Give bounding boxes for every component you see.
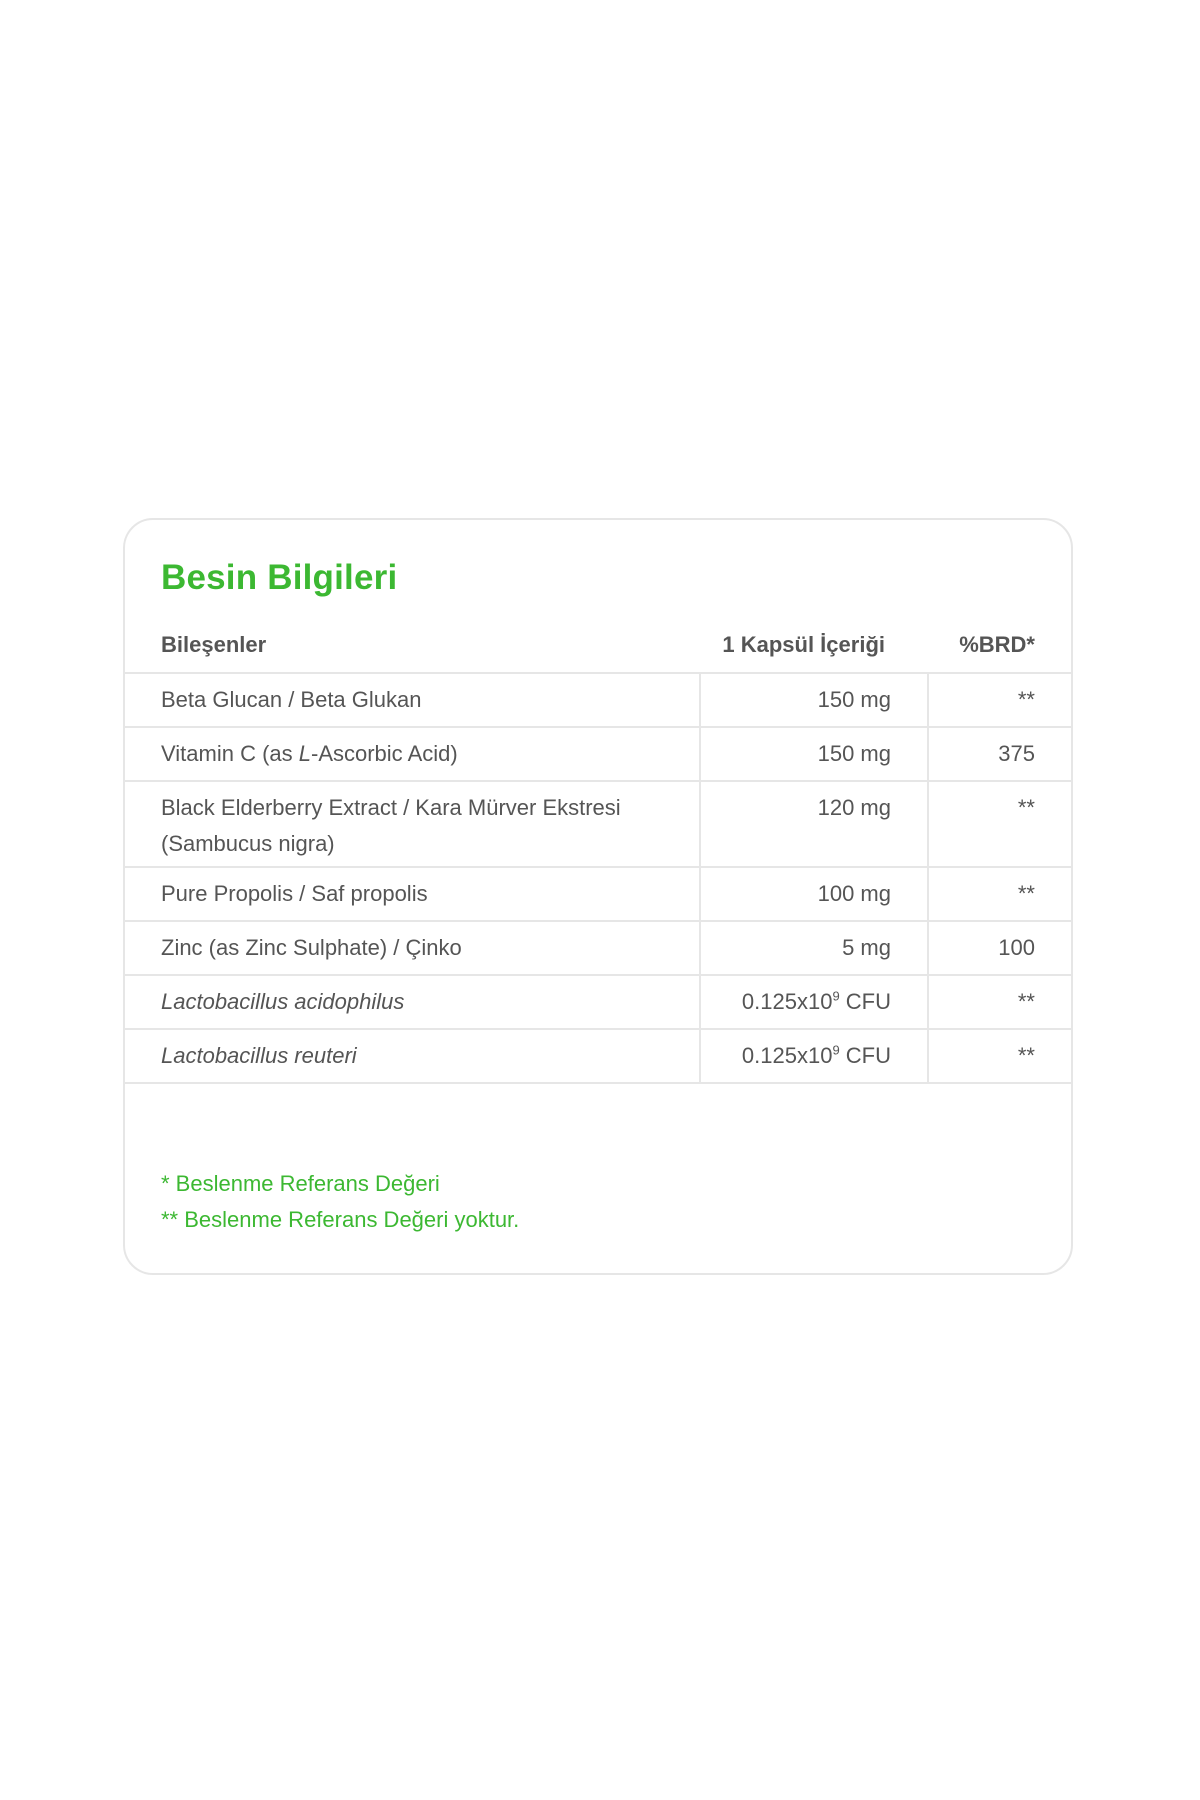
amount-unit: CFU	[839, 989, 891, 1014]
ingredient-brd: **	[927, 976, 1071, 1028]
amount-base: 0.125x10	[741, 1043, 833, 1068]
ingredient-name: Pure Propolis / Saf propolis	[161, 881, 428, 906]
ingredient-brd: 100	[927, 922, 1071, 974]
table-row	[125, 922, 1071, 976]
ingredient-amount: 150 mg	[699, 728, 927, 780]
ingredient-amount: 5 mg	[699, 922, 927, 974]
header-brd: %BRD*	[959, 632, 1035, 657]
ingredient-brd: **	[927, 1030, 1071, 1082]
ingredient-name: Black Elderberry Extract / Kara Mürver Ekstresi (Sambucus nigra)	[161, 795, 621, 856]
ingredient-amount: 100 mg	[699, 868, 927, 920]
ingredient-name: Zinc (as Zinc Sulphate) / Çinko	[161, 935, 462, 960]
table-header	[125, 618, 1071, 674]
ingredient-brd: **	[927, 868, 1071, 920]
nutrition-card	[123, 518, 1073, 1275]
ingredient-brd: 375	[927, 728, 1071, 780]
ingredient-name: Beta Glucan / Beta Glukan	[161, 687, 422, 712]
amount-base: 0.125x10	[741, 989, 833, 1014]
ingredient-amount: 120 mg	[699, 782, 927, 866]
table-body	[125, 674, 1071, 1084]
amount-exponent: 9	[832, 988, 840, 1004]
footnote-double: ** Beslenme Referans Değeri yoktur.	[161, 1207, 520, 1232]
header-ingredients: Bileşenler	[161, 632, 267, 657]
footnotes	[161, 1166, 519, 1238]
table-row	[125, 782, 1071, 868]
footnote-single: * Beslenme Referans Değeri	[161, 1171, 440, 1196]
table-row	[125, 728, 1071, 782]
ingredient-name-italic: L	[298, 741, 311, 766]
ingredient-name: Lactobacillus acidophilus	[161, 989, 405, 1014]
amount-unit: CFU	[839, 1043, 891, 1068]
ingredient-name: Lactobacillus reuteri	[161, 1043, 357, 1068]
ingredient-brd: **	[927, 782, 1071, 866]
ingredient-name-prefix: Vitamin C (as	[161, 741, 299, 766]
ingredient-amount	[699, 1030, 927, 1082]
table-row	[125, 976, 1071, 1030]
card-title: Besin Bilgileri	[161, 558, 398, 597]
amount-exponent: 9	[832, 1042, 840, 1058]
ingredient-amount: 150 mg	[699, 674, 927, 726]
table-row	[125, 674, 1071, 728]
ingredient-name-suffix: -Ascorbic Acid)	[311, 741, 458, 766]
header-amount: 1 Kapsül İçeriği	[722, 632, 885, 657]
table-row	[125, 1030, 1071, 1084]
ingredient-brd: **	[927, 674, 1071, 726]
ingredient-name	[125, 728, 699, 780]
table-row	[125, 868, 1071, 922]
ingredient-amount	[699, 976, 927, 1028]
